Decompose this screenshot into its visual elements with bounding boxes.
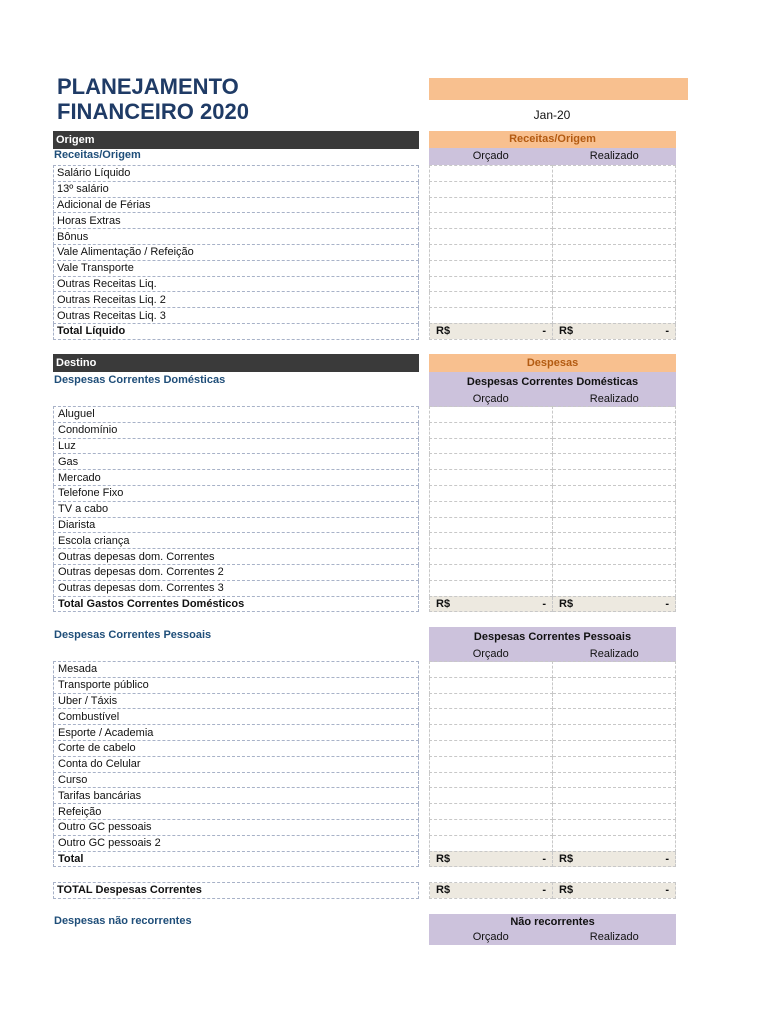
row-label: Outras Receitas Liq. 2: [54, 292, 419, 308]
cell-realizado[interactable]: [553, 438, 676, 454]
nao-recorrentes-section-label: Despesas não recorrentes: [54, 915, 192, 927]
value-row: [430, 166, 676, 182]
row-label: Tarifas bancárias: [54, 788, 419, 804]
table-row: [54, 756, 419, 772]
cell-realizado[interactable]: [553, 804, 676, 820]
title-line-2: FINANCEIRO 2020: [57, 99, 249, 124]
table-row: [54, 709, 419, 725]
pessoais-section-label: Despesas Correntes Pessoais: [54, 629, 212, 641]
cell-realizado[interactable]: [553, 756, 676, 772]
cell-orcado[interactable]: [430, 819, 553, 835]
row-label: Diarista: [54, 517, 419, 533]
total-realizado[interactable]: [553, 596, 676, 612]
total-orcado[interactable]: [430, 851, 553, 867]
value-row: [430, 725, 676, 741]
row-label: Adicional de Férias: [54, 197, 419, 213]
col-orcado: Orçado: [472, 931, 509, 943]
row-label: Curso: [54, 772, 419, 788]
table-row: [54, 229, 419, 245]
row-label: Outras Receitas Liq.: [54, 276, 419, 292]
total-value-row: [430, 851, 676, 867]
currency-label: R$: [436, 852, 451, 865]
cell-orcado[interactable]: [430, 407, 553, 423]
value-row: [430, 677, 676, 693]
cell-orcado[interactable]: [430, 181, 553, 197]
total-correntes-orcado[interactable]: [430, 883, 553, 899]
cell-orcado[interactable]: [430, 166, 553, 182]
despesas-header: Despesas: [429, 354, 676, 372]
table-row: [54, 580, 419, 596]
cell-orcado[interactable]: [430, 438, 553, 454]
cell-orcado[interactable]: [430, 580, 553, 596]
row-label: Conta do Celular: [54, 756, 419, 772]
col-realizado: Realizado: [589, 931, 639, 943]
cell-orcado[interactable]: [430, 564, 553, 580]
table-row: [54, 835, 419, 851]
table-row: [54, 819, 419, 835]
cell-realizado[interactable]: [553, 835, 676, 851]
cell-realizado[interactable]: [553, 517, 676, 533]
value-row: [430, 470, 676, 486]
table-row: [54, 485, 419, 501]
cell-orcado[interactable]: [430, 835, 553, 851]
cell-orcado[interactable]: [430, 213, 553, 229]
table-row: [54, 276, 419, 292]
table-row: [54, 804, 419, 820]
cell-realizado[interactable]: [553, 276, 676, 292]
destino-header: Destino: [53, 354, 419, 372]
value-row: [430, 454, 676, 470]
cell-realizado[interactable]: [553, 819, 676, 835]
cell-realizado[interactable]: [553, 501, 676, 517]
domesticas-values-table: [429, 406, 676, 612]
cell-orcado[interactable]: [430, 549, 553, 565]
cell-orcado[interactable]: [430, 470, 553, 486]
table-row: [54, 407, 419, 423]
row-label: Uber / Táxis: [54, 693, 419, 709]
origem-header: Origem: [53, 131, 419, 149]
table-row: [54, 693, 419, 709]
cell-realizado[interactable]: [553, 725, 676, 741]
row-label: Luz: [54, 438, 419, 454]
currency-label: R$: [559, 884, 574, 897]
table-row: [54, 772, 419, 788]
dash-value: -: [665, 852, 669, 865]
total-value-row: [430, 596, 676, 612]
total-correntes-label: TOTAL Despesas Correntes: [54, 883, 419, 899]
table-row: [54, 533, 419, 549]
cell-orcado[interactable]: [430, 276, 553, 292]
row-label: Vale Transporte: [54, 260, 419, 276]
receitas-column-header: [429, 148, 676, 165]
total-correntes-realizado[interactable]: [553, 883, 676, 899]
row-label: 13º salário: [54, 181, 419, 197]
table-row: [54, 677, 419, 693]
row-label: Esporte / Academia: [54, 725, 419, 741]
title-line-1: PLANEJAMENTO: [57, 74, 239, 99]
table-row: [54, 725, 419, 741]
currency-label: R$: [436, 325, 451, 338]
row-label: Outras depesas dom. Correntes 2: [54, 564, 419, 580]
value-row: [430, 533, 676, 549]
row-label: Outro GC pessoais: [54, 819, 419, 835]
cell-realizado[interactable]: [553, 677, 676, 693]
table-row: [54, 260, 419, 276]
value-row: [430, 276, 676, 292]
row-label: Refeição: [54, 804, 419, 820]
col-realizado: Realizado: [589, 150, 639, 162]
table-row: [54, 438, 419, 454]
row-label: Mesada: [54, 662, 419, 678]
value-row: [430, 788, 676, 804]
cell-orcado[interactable]: [430, 485, 553, 501]
cell-orcado[interactable]: [430, 772, 553, 788]
cell-orcado[interactable]: [430, 308, 553, 324]
cell-orcado[interactable]: [430, 454, 553, 470]
col-orcado: Orçado: [472, 150, 509, 162]
domesticas-title: Despesas Correntes Domésticas: [466, 376, 639, 388]
dash-value: -: [542, 884, 546, 897]
row-label: Condomínio: [54, 422, 419, 438]
value-row: [430, 260, 676, 276]
cell-orcado[interactable]: [430, 740, 553, 756]
value-row: [430, 740, 676, 756]
currency-label: R$: [559, 597, 574, 610]
cell-orcado[interactable]: [430, 197, 553, 213]
table-row: [54, 422, 419, 438]
currency-label: R$: [559, 852, 574, 865]
cell-realizado[interactable]: [553, 229, 676, 245]
cell-orcado[interactable]: [430, 229, 553, 245]
cell-realizado[interactable]: [553, 197, 676, 213]
pessoais-values-table: [429, 661, 676, 867]
total-correntes-values: [429, 882, 676, 899]
total-value-row: [430, 323, 676, 339]
dash-value: -: [542, 852, 546, 865]
dash-value: -: [665, 597, 669, 610]
value-row: [430, 693, 676, 709]
cell-realizado[interactable]: [553, 422, 676, 438]
cell-realizado[interactable]: [553, 292, 676, 308]
cell-orcado[interactable]: [430, 260, 553, 276]
pessoais-column-header: [429, 627, 676, 662]
currency-label: R$: [559, 325, 574, 338]
value-row: [430, 564, 676, 580]
cell-realizado[interactable]: [553, 213, 676, 229]
cell-realizado[interactable]: [553, 662, 676, 678]
row-label: Outras Receitas Liq. 3: [54, 308, 419, 324]
cell-realizado[interactable]: [553, 533, 676, 549]
value-row: [430, 181, 676, 197]
value-row: [430, 244, 676, 260]
month-label: Jan-20: [533, 108, 571, 122]
table-row: [54, 470, 419, 486]
row-label: Telefone Fixo: [54, 485, 419, 501]
cell-realizado[interactable]: [553, 709, 676, 725]
total-orcado[interactable]: [430, 323, 553, 339]
cell-realizado[interactable]: [553, 407, 676, 423]
total-orcado[interactable]: [430, 596, 553, 612]
total-realizado[interactable]: [553, 851, 676, 867]
total-row: [54, 323, 419, 339]
receitas-header: Receitas/Origem: [429, 131, 676, 148]
month-banner[interactable]: [429, 78, 688, 100]
cell-realizado[interactable]: [553, 788, 676, 804]
cell-orcado[interactable]: [430, 693, 553, 709]
page-title: [57, 74, 397, 124]
currency-label: R$: [436, 884, 451, 897]
row-label: Mercado: [54, 470, 419, 486]
pessoais-title: Despesas Correntes Pessoais: [473, 631, 632, 643]
row-label: Transporte público: [54, 677, 419, 693]
cell-realizado[interactable]: [553, 166, 676, 182]
value-row: [430, 213, 676, 229]
table-row: [54, 454, 419, 470]
cell-realizado[interactable]: [553, 181, 676, 197]
value-row: [430, 292, 676, 308]
cell-realizado[interactable]: [553, 470, 676, 486]
dash-value: -: [665, 884, 669, 897]
total-row: [54, 851, 419, 867]
row-label: Outro GC pessoais 2: [54, 835, 419, 851]
col-orcado: Orçado: [472, 393, 509, 405]
table-row: [54, 788, 419, 804]
value-row: [430, 819, 676, 835]
value-row: [430, 709, 676, 725]
table-row: [54, 166, 419, 182]
cell-orcado[interactable]: [430, 662, 553, 678]
total-row: [54, 596, 419, 612]
cell-orcado[interactable]: [430, 533, 553, 549]
row-label: Outras depesas dom. Correntes: [54, 549, 419, 565]
value-row: [430, 407, 676, 423]
cell-realizado[interactable]: [553, 308, 676, 324]
cell-realizado[interactable]: [553, 693, 676, 709]
cell-realizado[interactable]: [553, 772, 676, 788]
cell-orcado[interactable]: [430, 517, 553, 533]
value-row: [430, 804, 676, 820]
cell-orcado[interactable]: [430, 244, 553, 260]
currency-label: R$: [436, 597, 451, 610]
value-row: [430, 422, 676, 438]
table-row: [54, 517, 419, 533]
cell-orcado[interactable]: [430, 788, 553, 804]
value-row: [430, 438, 676, 454]
col-realizado: Realizado: [589, 393, 639, 405]
row-label: Corte de cabelo: [54, 740, 419, 756]
cell-orcado[interactable]: [430, 756, 553, 772]
value-row: [430, 229, 676, 245]
row-label: Vale Alimentação / Refeição: [54, 244, 419, 260]
value-row: [430, 772, 676, 788]
origem-values-table: [429, 165, 676, 340]
row-label: Outras depesas dom. Correntes 3: [54, 580, 419, 596]
row-label: TV a cabo: [54, 501, 419, 517]
cell-realizado[interactable]: [553, 549, 676, 565]
row-label: Combustível: [54, 709, 419, 725]
cell-realizado[interactable]: [553, 260, 676, 276]
row-label: Gas: [54, 454, 419, 470]
value-row: [430, 501, 676, 517]
cell-orcado[interactable]: [430, 292, 553, 308]
nao-recorrentes-title: Não recorrentes: [510, 916, 595, 928]
pessoais-table: [53, 661, 419, 867]
value-row: [430, 485, 676, 501]
domesticas-column-header: [429, 372, 676, 407]
table-row: [54, 292, 419, 308]
cell-orcado[interactable]: [430, 709, 553, 725]
col-orcado: Orçado: [472, 648, 509, 660]
row-label: Horas Extras: [54, 213, 419, 229]
table-row: [54, 662, 419, 678]
dash-value: -: [542, 325, 546, 338]
table-row: [54, 564, 419, 580]
table-row: [54, 308, 419, 324]
value-row: [430, 308, 676, 324]
total-correntes-table: [53, 882, 419, 899]
total-label: Total: [54, 851, 419, 867]
cell-orcado[interactable]: [430, 501, 553, 517]
domesticas-section-label: Despesas Correntes Domésticas: [54, 374, 226, 386]
table-row: [54, 181, 419, 197]
cell-orcado[interactable]: [430, 804, 553, 820]
dash-value: -: [542, 597, 546, 610]
row-label: Salário Líquido: [54, 166, 419, 182]
total-label: Total Gastos Correntes Domésticos: [54, 596, 419, 612]
col-realizado: Realizado: [589, 648, 639, 660]
cell-realizado[interactable]: [553, 564, 676, 580]
value-row: [430, 662, 676, 678]
table-row: [54, 740, 419, 756]
origem-table: [53, 165, 419, 340]
cell-realizado[interactable]: [553, 244, 676, 260]
cell-realizado[interactable]: [553, 740, 676, 756]
value-row: [430, 580, 676, 596]
cell-orcado[interactable]: [430, 725, 553, 741]
table-row: [54, 244, 419, 260]
cell-orcado[interactable]: [430, 422, 553, 438]
row-label: Escola criança: [54, 533, 419, 549]
cell-orcado[interactable]: [430, 677, 553, 693]
table-row: [54, 197, 419, 213]
value-row: [430, 517, 676, 533]
value-row: [430, 197, 676, 213]
table-row: [54, 549, 419, 565]
nao-recorrentes-column-header: [429, 914, 676, 945]
total-realizado[interactable]: [553, 323, 676, 339]
table-row: [54, 501, 419, 517]
table-row: [54, 213, 419, 229]
total-label: Total Líquido: [54, 323, 419, 339]
row-label: Aluguel: [54, 407, 419, 423]
value-row: [430, 549, 676, 565]
cell-realizado[interactable]: [553, 485, 676, 501]
domesticas-table: [53, 406, 419, 612]
origem-section-label: Receitas/Origem: [54, 149, 141, 161]
value-row: [430, 835, 676, 851]
row-label: Bônus: [54, 229, 419, 245]
cell-realizado[interactable]: [553, 580, 676, 596]
value-row: [430, 756, 676, 772]
cell-realizado[interactable]: [553, 454, 676, 470]
dash-value: -: [665, 325, 669, 338]
